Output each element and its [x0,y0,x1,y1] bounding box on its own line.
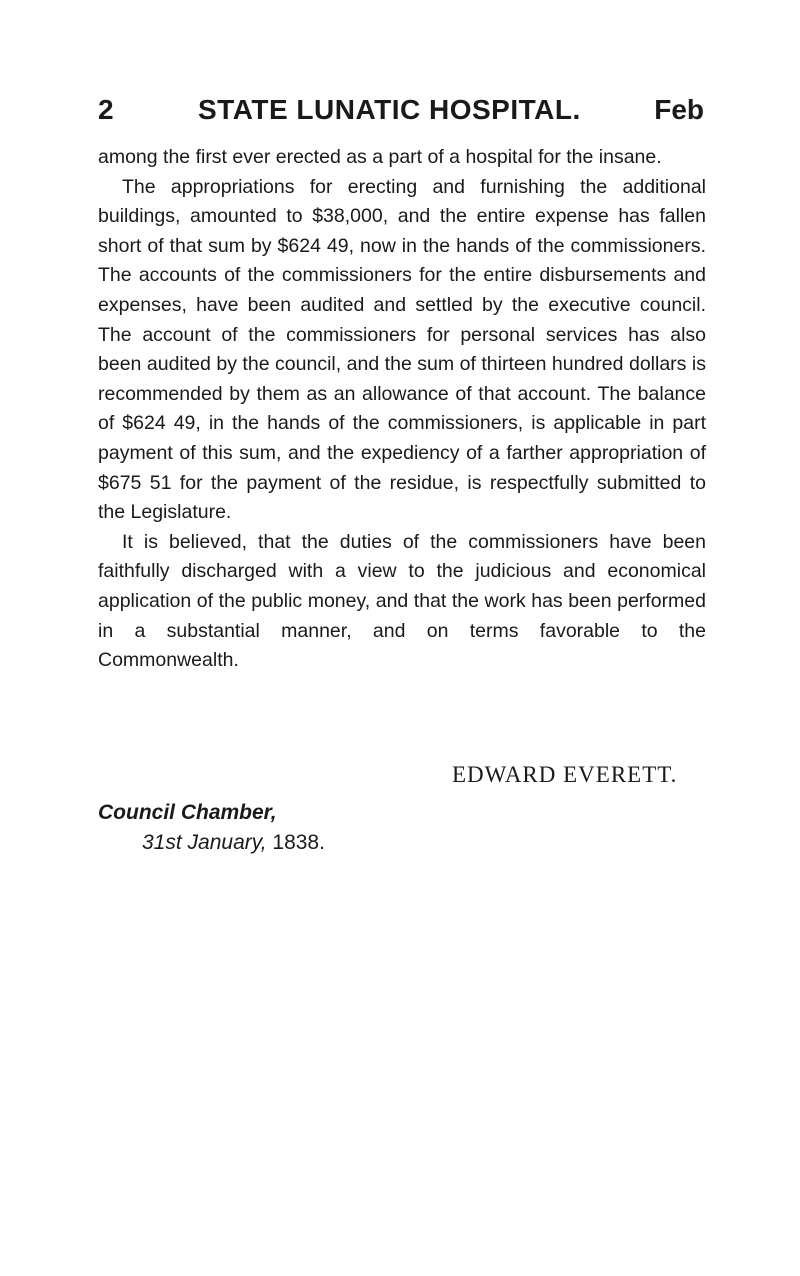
paragraph-continuation: among the first ever erected as a part of a hospital for the insane. [98,146,662,168]
body-text [98,143,706,676]
running-head [98,90,704,130]
date-day: 31st [142,831,182,854]
date-month: January, [187,831,267,854]
page-number: 2 [98,94,114,125]
date-year: 1838. [272,831,325,854]
closing-date [142,828,325,858]
paragraph-conclusion: It is believed, that the duties of the commissioners have been faithfully discharged with a view to the judicious and economical application of the public money, and that the work has been performed in a substantial manner, and on terms favorable to the Commonwealth. [98,530,706,672]
running-title: STATE LUNATIC HOSPITAL. [198,94,581,125]
paragraph-appropriations: The appropriations for erecting and furnishing the additional buildings, amounted to $38,000, and the entire expense has fallen short of that sum by $624 49, now in the hands of the commissioners. The accounts of the commissioners for the entire disbursements and expenses, have been audited and settled by the executive council. The account of the commissioners for personal services has also been audited by the council, and the sum of thirteen hundred dollars is recommended by them as an allowance of that account. The balance of $624 49, in the hands of the commissioners, is applicable in part payment of this sum, and the expediency of a farther appropriation of $675 51 for the payment of the residue, is respectfully submitted to the Legislature. [98,175,706,524]
closing-place: Council Chamber, [98,801,277,824]
running-month: Feb [654,94,704,125]
signature: EDWARD EVERETT. [452,762,678,787]
